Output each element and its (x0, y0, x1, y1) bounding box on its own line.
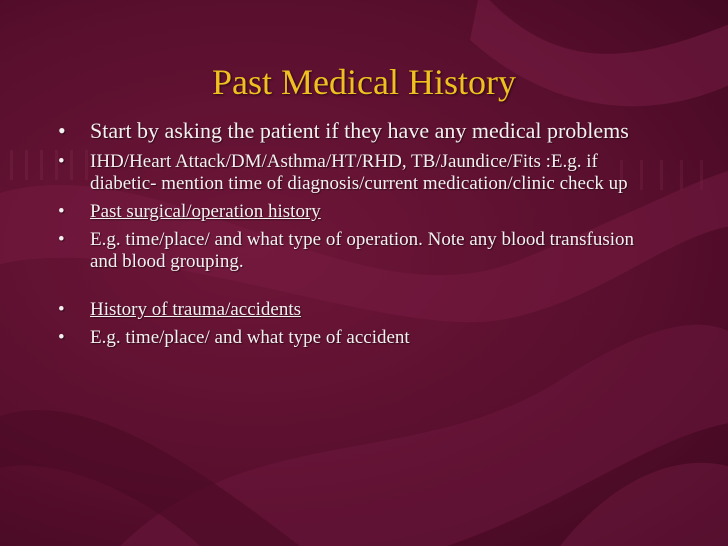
bullet-text-underlined: Past surgical/operation history (90, 201, 321, 222)
bullet-text: E.g. time/place/ and what type of operation. Note any blood transfusion and blood grouping. (90, 229, 634, 272)
bullet-text: IHD/Heart Attack/DM/Asthma/HT/RHD, TB/Jaundice/Fits :E.g. if diabetic- mention time of diagnosis/current medication/clinic check up (90, 151, 628, 194)
bullet-item (58, 327, 658, 349)
bullet-icon: • (58, 229, 65, 250)
bullet-item (58, 118, 658, 143)
bullet-text: Start by asking the patient if they have any medical problems (90, 118, 629, 143)
bullet-item (58, 299, 658, 321)
bullet-icon: • (58, 327, 65, 348)
bullet-item (58, 201, 658, 223)
bullet-list (58, 118, 658, 355)
bullet-icon: • (58, 201, 65, 222)
bullet-icon: • (58, 118, 66, 143)
slide-title: Past Medical History (212, 62, 516, 102)
bullet-item (58, 151, 658, 195)
bullet-icon: • (58, 151, 65, 172)
bullet-text: E.g. time/place/ and what type of accident (90, 327, 410, 348)
bullet-item (58, 229, 658, 273)
bullet-text-underlined: History of trauma/accidents (90, 299, 302, 320)
bullet-icon: • (58, 299, 65, 320)
